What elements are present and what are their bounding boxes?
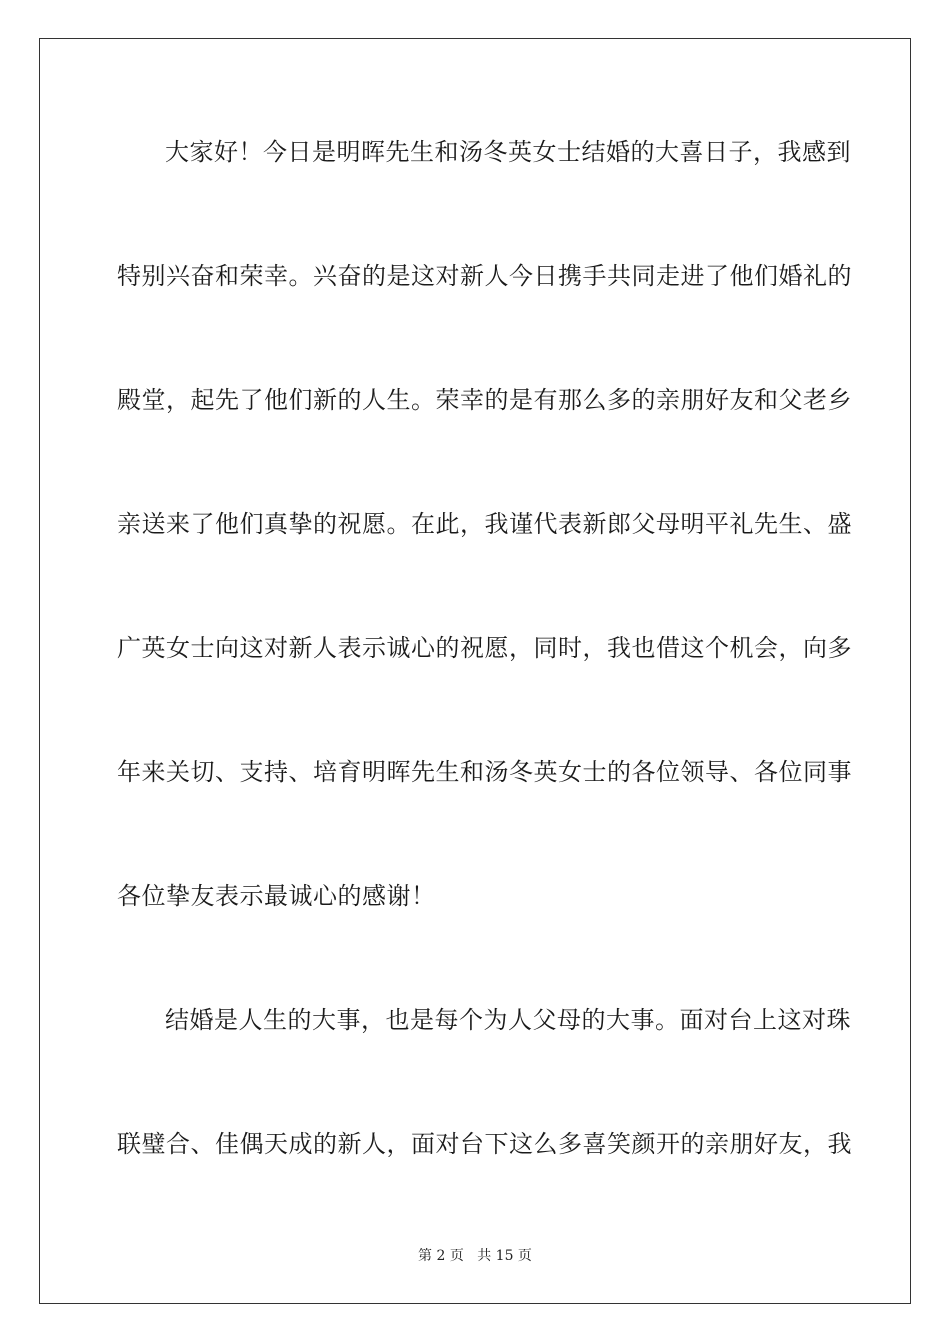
paragraph-1-line-7: 各位挚友表示最诚心的感谢！	[117, 882, 436, 910]
paragraph-1-line-6: 年来关切、支持、培育明晖先生和汤冬英女士的各位领导、各位同事	[117, 758, 852, 786]
page-border	[39, 38, 911, 1304]
paragraph-1-line-4: 亲送来了他们真挚的祝愿。在此，我谨代表新郎父母明平礼先生、盛	[117, 510, 852, 538]
paragraph-1-line-3: 殿堂，起先了他们新的人生。荣幸的是有那么多的亲朋好友和父老乡	[117, 386, 852, 414]
paragraph-2-line-2: 联璧合、佳偶天成的新人，面对台下这么多喜笑颜开的亲朋好友，我	[117, 1130, 852, 1158]
paragraph-2-line-1: 结婚是人生的大事，也是每个为人父母的大事。面对台上这对珠	[165, 1006, 851, 1034]
footer-spacer	[464, 1248, 477, 1264]
paragraph-1-line-5: 广英女士向这对新人表示诚心的祝愿，同时，我也借这个机会，向多	[117, 634, 852, 662]
paragraph-1-line-1: 大家好！今日是明晖先生和汤冬英女士结婚的大喜日子，我感到	[165, 138, 851, 166]
page-footer	[0, 1247, 950, 1265]
page-number: 第 2 页	[418, 1248, 464, 1264]
page-total: 共 15 页	[477, 1248, 532, 1264]
paragraph-1-line-2: 特别兴奋和荣幸。兴奋的是这对新人今日携手共同走进了他们婚礼的	[117, 262, 852, 290]
